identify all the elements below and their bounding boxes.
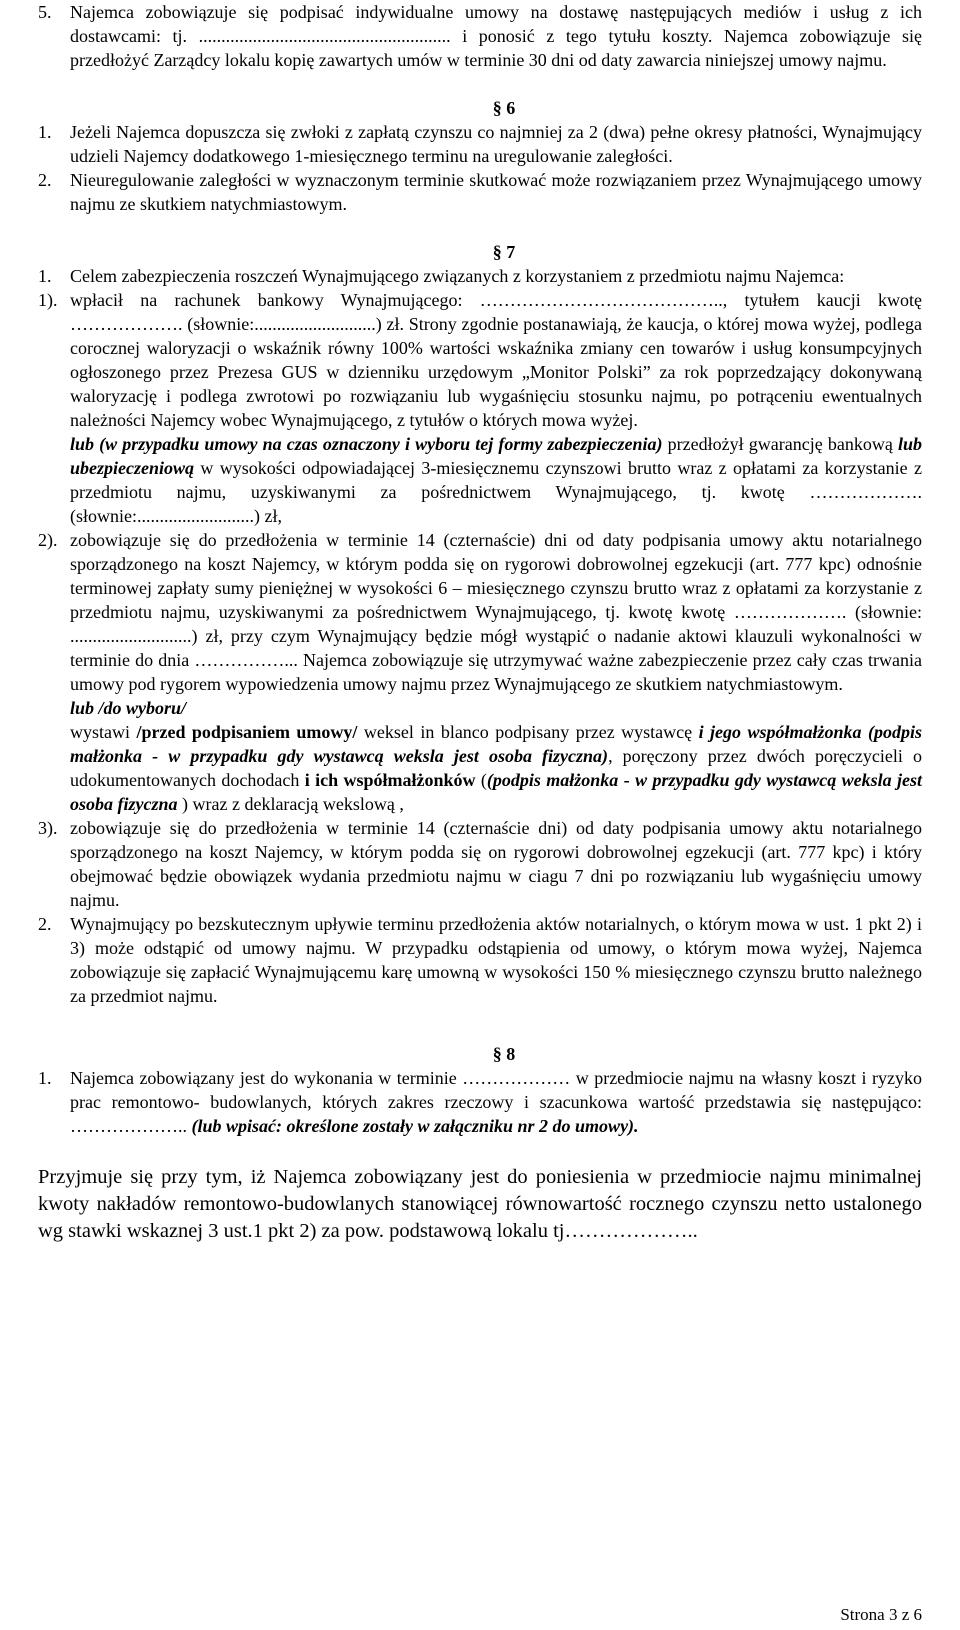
weksel-text-g: ( — [475, 770, 487, 790]
alternative-text: przedłożył gwarancję bankową — [662, 434, 898, 454]
choice-label: lub /do wyboru/ — [70, 698, 187, 718]
section-number: 7 — [506, 242, 516, 262]
item-number: 1. — [38, 266, 52, 286]
section-heading-7 — [38, 240, 922, 264]
s8-item-1 — [38, 1066, 922, 1138]
weksel-text-i: ) wraz z deklaracją wekslową , — [177, 794, 404, 814]
item-text: Wynajmujący po bezskutecznym upływie terminu przedłożenia aktów notarialnych, o którym mowa w ust. 1 pkt 2) i 3) może odstąpić od umowy najmu. W przypadku odstąpienia od umowy, o którym mowa wyżej, Najemca zobowiązuje się zapłacić Wynajmującemu karę umowną w wysokości 150 % miesięcznego czynszu brutto należnego za przedmiot najmu. — [70, 914, 922, 1006]
sub-number: 3). — [38, 818, 58, 838]
closing-paragraph: Przyjmuje się przy tym, iż Najemca zobowiązany jest do poniesienia w przedmiocie najmu minimalnej kwoty nakładów remontowo-budowlanych stanowiącej równowartość rocznego czynszu netto ustalonego wg stawki wskaznej 3 ust.1 pkt 2) za pow. podstawową lokalu tj……………….. — [38, 1166, 922, 1242]
item-text: Jeżeli Najemca dopuszcza się zwłoki z zapłatą czynszu co najmniej za 2 (dwa) pełne okresy płatności, Wynajmujący udzieli Najemcy dodatkowego 1-miesięcznego terminu na uregulowanie zaległości. — [70, 122, 922, 166]
paragraph-5 — [38, 0, 922, 72]
section-number: 8 — [506, 1044, 516, 1064]
s7-sub-2 — [38, 528, 922, 816]
section-number: 6 — [506, 98, 516, 118]
item-note: (lub wpisać: określone zostały w załączniku nr 2 do umowy). — [187, 1116, 639, 1136]
weksel-text-c: weksel in blanco podpisany przez wystawcę — [357, 722, 699, 742]
paragraph-text: Najemca zobowiązuje się podpisać indywidualne umowy na dostawę następujących mediów i usług z ich dostawcami: tj. ........................................................ i ponosić z tego tytułu koszty. — [70, 2, 922, 46]
section-mark: § — [492, 98, 502, 118]
s6-item-2 — [38, 168, 922, 216]
paragraph-text-2: Najemca zobowiązuje się przedłożyć Zarządcy lokalu kopię zawartych umów w terminie 30 dni od daty zawarcia niniejszej umowy najmu. — [70, 26, 922, 70]
alternative-clause: lub (w przypadku umowy na czas oznaczony i wyboru tej formy zabezpieczenia) — [70, 434, 663, 454]
page-footer: Strona 3 z 6 — [840, 1605, 922, 1624]
alternative-clause-2: lub ubezpieczeniową — [70, 434, 922, 478]
s7-sub-1 — [38, 288, 922, 528]
section-mark: § — [492, 242, 502, 262]
item-number: 2. — [38, 170, 52, 190]
sub-number: 2). — [38, 530, 58, 550]
section-mark: § — [492, 1044, 502, 1064]
sub-text: wpłacił na rachunek bankowy Wynajmującego: ………………………………….., tytułem kaucji kwotę ………………. (słownie:...........................) zł. Strony zgodnie postanawiają, że kaucja, o której mowa wyżej, podlega corocznej waloryzacji o wskaźnik równy 100% wartości wskaźnika zmiany cen towarów i usług konsumpcyjnych ogłoszonego przez Prezesa GUS w dzienniku urzędowym „Monitor Polski” za rok poprzedzający dokonywaną waloryzację i podlega zwrotowi po rozwiązaniu lub wygaśnięciu stosunku najmu, po potrąceniu ewentualnych należności Najemcy wobec Wynajmującego, z tytułów o których mowa wyżej. — [70, 290, 922, 430]
sub-text: zobowiązuje się do przedłożenia w terminie 14 (czternaście dni) od daty podpisania umowy aktu notarialnego sporządzonego na koszt Najemcy, w którym podda się on rygorowi dobrowolnej egzekucji (art. 777 kpc) i który obejmować będzie obowiązek wydania przedmiotu najmu w ciagu 7 dni po rozwiązaniu lub wygaśnięciu umowy najmu. — [70, 818, 922, 910]
item-number: 2. — [38, 914, 52, 934]
s7-item-2 — [38, 912, 922, 1008]
s6-item-1 — [38, 120, 922, 168]
paragraph-number: 5. — [38, 2, 52, 22]
item-text: Najemca zobowiązany jest do wykonania w terminie ……………… w przedmiocie najmu na własny koszt i ryzyko prac remontowo- budowlanych, których zakres rzeczowy i szacunkowa wartość przedstawia się następująco: ……………….. — [70, 1068, 922, 1136]
sub-text: zobowiązuje się do przedłożenia w terminie 14 (czternaście) dni od daty podpisania umowy aktu notarialnego sporządzonego na koszt Najemcy, w którym podda się on rygorowi dobrowolnej egzekucji (art. 777 kpc) odnośnie terminowej zapłaty sumy pieniężnej w wysokości 6 – miesięcznego czynszu brutto wraz z opłatami za korzystanie z przedmiotu najmu, uzyskiwanymi za pośrednictwem Wynajmującego, tj. kwotę kwotę ………………. (słownie: ...........................) zł, przy czym Wynajmujący będzie mógł wystąpić o nadanie aktowi klauzuli wykonalności w terminie do dnia ……………... Najemca zobowiązuje się utrzymywać ważne zabezpieczenie przez cały czas trwania umowy pod rygorem wypowiedzenia umowy najmu przez Wynajmującego ze skutkiem natychmiastowym. — [70, 530, 922, 694]
sub-number: 1). — [38, 290, 58, 310]
weksel-text-f: i ich współmałżonków — [304, 770, 476, 790]
alternative-text-2: w wysokości odpowiadającej 3-miesięcznemu czynszowi brutto wraz z opłatami za korzystanie z przedmiotu najmu, uzyskiwanymi za pośrednictwem Wynajmującego, tj. kwotę ………………. (słownie:..........................) zł, — [70, 458, 922, 526]
weksel-text-h: (podpis małżonka - w przypadku gdy wystawcą weksla jest osoba fizyczna — [70, 770, 923, 814]
weksel-text-b: /przed podpisaniem umowy/ — [136, 722, 358, 742]
item-number: 1. — [38, 1068, 52, 1088]
weksel-text-e: , poręczony przez dwóch poręczycieli o udokumentowanych dochodach — [70, 746, 922, 790]
section-heading-6 — [38, 96, 922, 120]
s7-item-1 — [38, 264, 922, 288]
weksel-text-a: wystawi — [70, 722, 137, 742]
item-number: 1. — [38, 122, 52, 142]
item-text: Nieuregulowanie zaległości w wyznaczonym terminie skutkować może rozwiązaniem przez Wynajmującego umowy najmu ze skutkiem natychmiastowym. — [70, 170, 922, 214]
s7-sub-3 — [38, 816, 922, 912]
item-text: Celem zabezpieczenia roszczeń Wynajmującego związanych z korzystaniem z przedmiotu najmu Najemca: — [70, 266, 845, 286]
section-heading-8 — [38, 1042, 922, 1066]
weksel-text-d: i jego współmałżonka (podpis małżonka - w przypadku gdy wystawcą weksla jest osoba fizyczna) — [70, 722, 922, 766]
